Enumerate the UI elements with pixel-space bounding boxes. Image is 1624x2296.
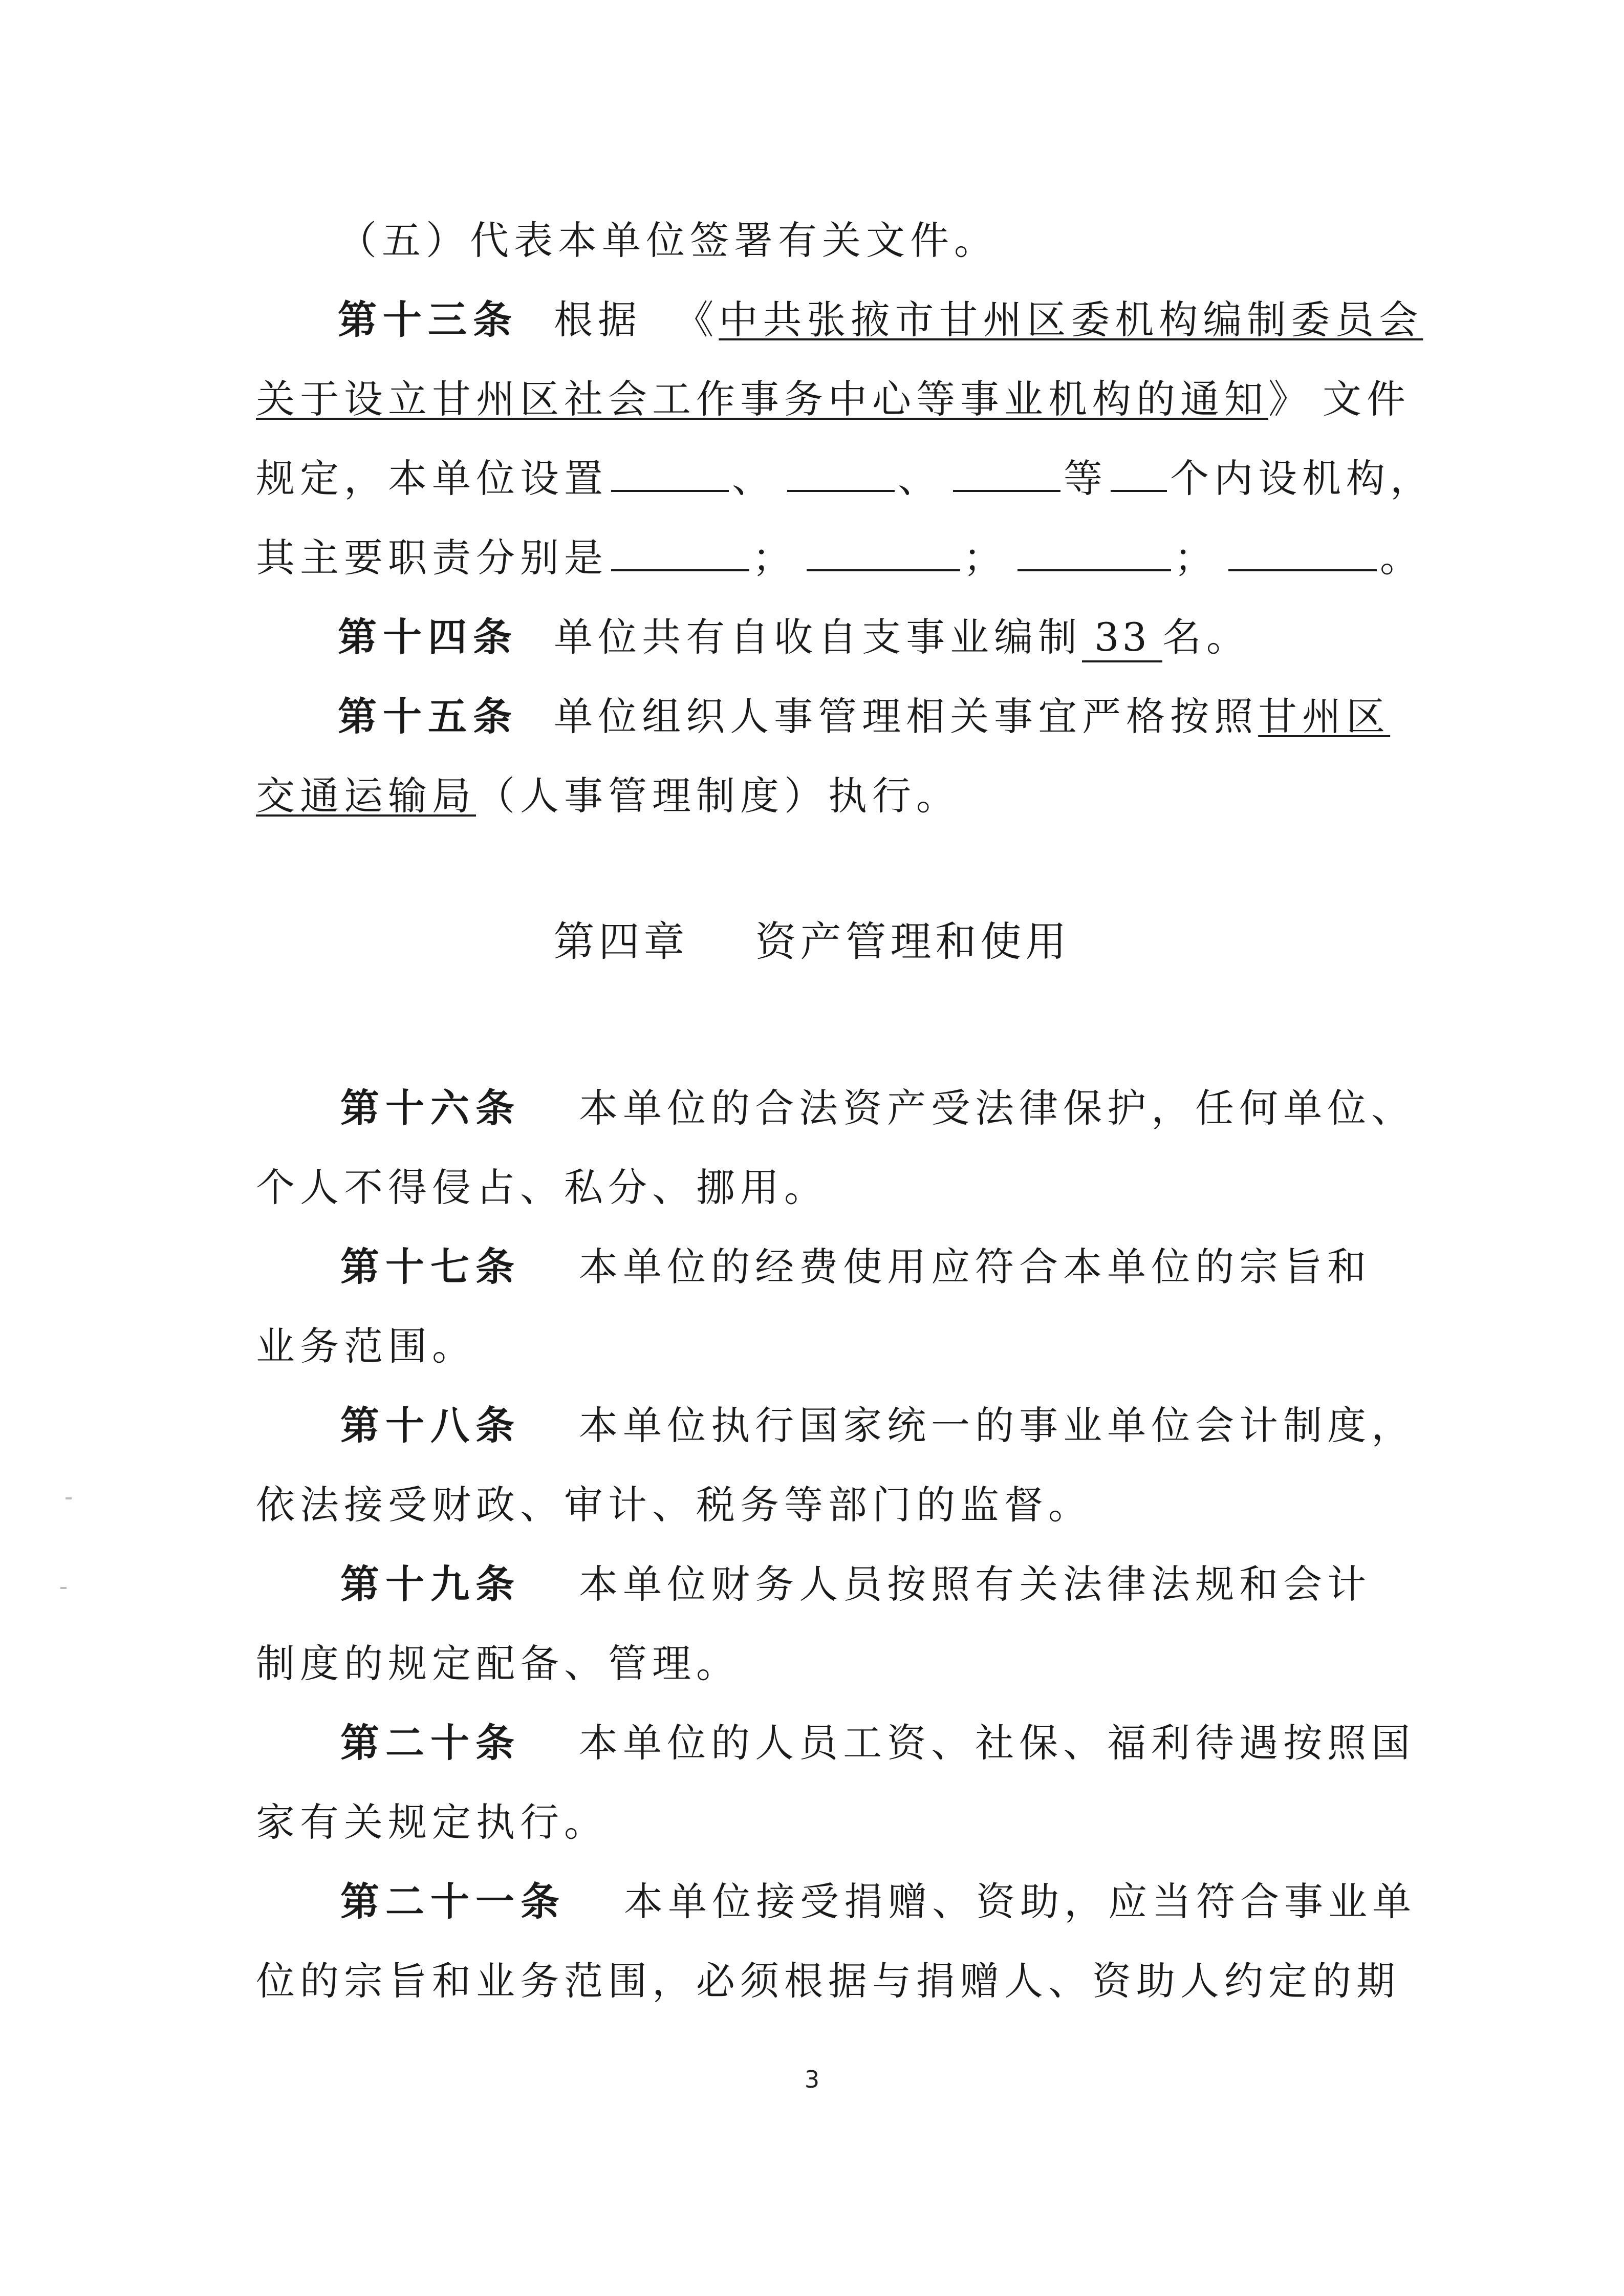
article-13-open-quote: 《 xyxy=(675,297,719,342)
article-15-label: 第十五条 xyxy=(338,694,518,739)
period: 。 xyxy=(1380,535,1424,581)
item-5-text: （五）代表本单位签署有关文件。 xyxy=(338,218,998,263)
article-16-label: 第十六条 xyxy=(340,1085,521,1131)
article-13-line-4 xyxy=(0,530,1624,586)
article-19-line-1 xyxy=(0,1556,1624,1613)
article-14-text-b: 名。 xyxy=(1162,614,1250,660)
blank-duty-4 xyxy=(1228,533,1377,571)
article-17-text-1: 本单位的经费使用应符合本单位的宗旨和 xyxy=(579,1244,1372,1290)
article-15-line-2 xyxy=(0,768,1624,824)
blank-duty-2 xyxy=(807,533,960,571)
chapter-heading xyxy=(0,914,1624,970)
blank-duty-3 xyxy=(1017,533,1171,571)
article-15-line-1 xyxy=(0,689,1624,745)
chapter-title: 资产管理和使用 xyxy=(755,918,1071,965)
page-number: 3 xyxy=(804,2066,820,2093)
article-20-line-1 xyxy=(0,1715,1624,1771)
blank-duty-1 xyxy=(611,533,749,571)
article-16-line-2 xyxy=(0,1160,1624,1216)
article-20-text-2: 家有关规定执行。 xyxy=(256,1799,608,1845)
article-17-label: 第十七条 xyxy=(340,1244,521,1290)
article-15-text-b: （人事管理制度）执行。 xyxy=(476,773,960,819)
article-14-line xyxy=(0,609,1624,666)
semicolon-1: ； xyxy=(752,535,796,581)
article-13-lead: 根据 xyxy=(554,297,642,342)
article-17-line-1 xyxy=(0,1239,1624,1295)
article-14-text-a: 单位共有自收自支事业编制 xyxy=(554,614,1082,660)
article-18-text-2: 依法接受财政、审计、税务等部门的监督。 xyxy=(256,1482,1092,1528)
article-21-line-1 xyxy=(0,1874,1624,1930)
article-13-doc-title-1: 中共张掖市甘州区委机构编制委员会 xyxy=(719,297,1423,342)
blank-count xyxy=(1111,454,1167,492)
chapter-number: 第四章 xyxy=(553,918,689,965)
blank-department-2 xyxy=(787,454,895,492)
article-17-text-2: 业务范围。 xyxy=(256,1323,476,1369)
article-19-line-2 xyxy=(0,1636,1624,1692)
separator-1: 、 xyxy=(732,456,776,501)
article-13-label: 第十三条 xyxy=(338,297,518,342)
article-13-line3-c: 个内设机构， xyxy=(1170,456,1434,501)
article-13-line-2 xyxy=(0,371,1624,427)
article-16-text-2: 个人不得侵占、私分、挪用。 xyxy=(256,1165,828,1210)
article-13-line-1 xyxy=(0,292,1624,348)
scan-speck xyxy=(60,1587,67,1589)
article-21-text-2: 位的宗旨和业务范围，必须根据与捐赠人、资助人约定的期 xyxy=(256,1958,1400,2004)
article-13-suffix: 文件 xyxy=(1323,376,1411,422)
semicolon-2: ； xyxy=(963,535,1007,581)
blank-department-3 xyxy=(953,454,1060,492)
article-21-text-1: 本单位接受捐赠、资助，应当符合事业单 xyxy=(624,1879,1417,1924)
staff-quota-count: 33 xyxy=(1082,614,1162,662)
item-5-line xyxy=(0,212,1624,269)
article-15-org-2: 交通运输局 xyxy=(256,773,476,819)
article-20-label: 第二十条 xyxy=(340,1720,521,1766)
article-21-label: 第二十一条 xyxy=(340,1879,566,1924)
article-18-text-1: 本单位执行国家统一的事业单位会计制度， xyxy=(579,1403,1416,1448)
article-18-label: 第十八条 xyxy=(340,1403,521,1448)
article-13-line4-a: 其主要职责分别是 xyxy=(256,535,608,581)
article-20-line-2 xyxy=(0,1794,1624,1851)
article-15-org-1: 甘州区 xyxy=(1258,694,1391,739)
article-13-line-3 xyxy=(0,450,1624,507)
article-17-line-2 xyxy=(0,1318,1624,1375)
article-13-line3-b: 等 xyxy=(1064,456,1108,501)
article-18-line-1 xyxy=(0,1398,1624,1454)
article-16-line-1 xyxy=(0,1080,1624,1136)
article-13-doc-title-2: 关于设立甘州区社会工作事务中心等事业机构的通知 xyxy=(256,376,1268,422)
article-20-text-1: 本单位的人员工资、社保、福利待遇按照国 xyxy=(579,1720,1416,1766)
article-13-line3-a: 规定，本单位设置 xyxy=(256,456,608,501)
separator-2: 、 xyxy=(898,456,942,501)
article-19-text-1: 本单位财务人员按照有关法律法规和会计 xyxy=(579,1561,1372,1607)
blank-department-1 xyxy=(611,454,729,492)
article-19-text-2: 制度的规定配备、管理。 xyxy=(256,1641,740,1686)
scan-speck xyxy=(66,1497,72,1499)
article-13-close-quote: 》 xyxy=(1268,376,1312,422)
semicolon-3: ； xyxy=(1174,535,1218,581)
article-21-line-2 xyxy=(0,1953,1624,2009)
article-19-label: 第十九条 xyxy=(340,1561,521,1607)
article-15-text-a: 单位组织人事管理相关事宜严格按照 xyxy=(554,694,1259,739)
article-14-label: 第十四条 xyxy=(338,614,518,660)
article-18-line-2 xyxy=(0,1477,1624,1533)
article-16-text-1: 本单位的合法资产受法律保护，任何单位、 xyxy=(579,1085,1416,1131)
